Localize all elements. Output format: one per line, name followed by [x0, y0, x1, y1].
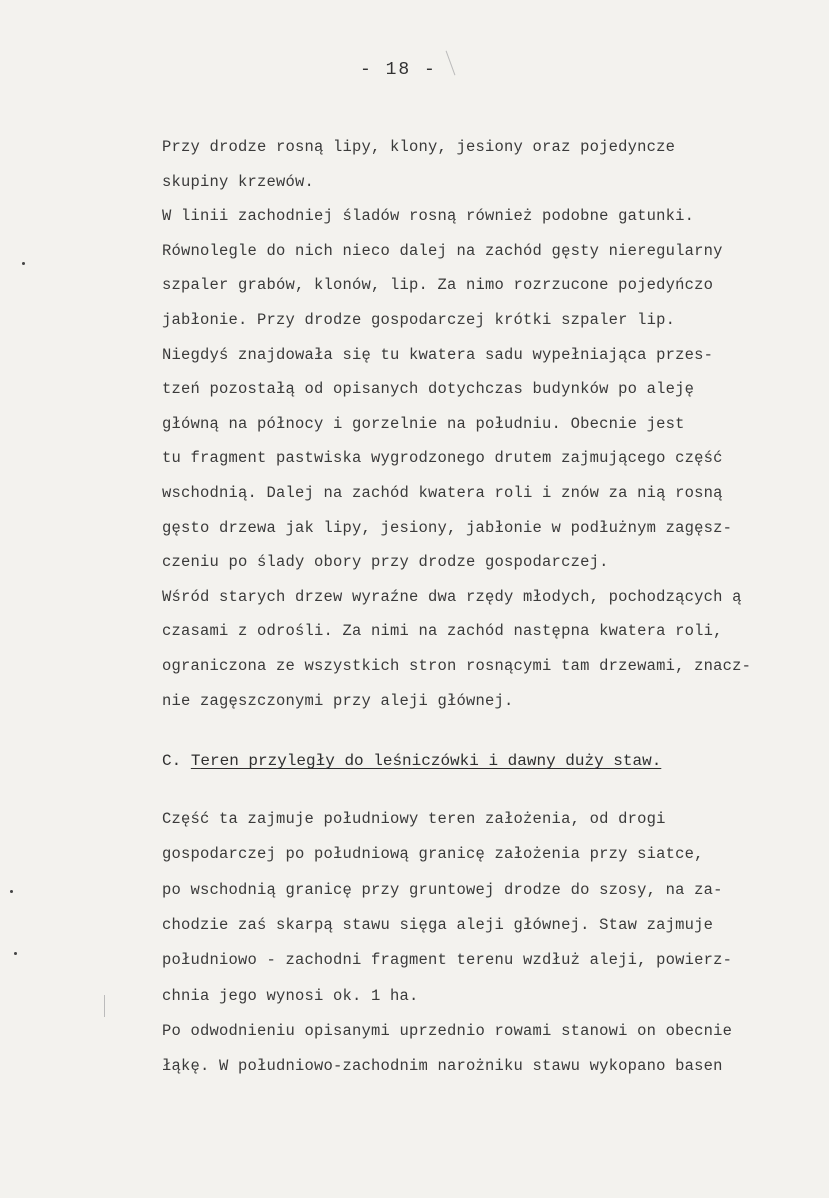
paper-scratch: [446, 51, 456, 76]
text-line: czasami z odrośli. Za nimi na zachód następna kwatera roli,: [162, 622, 723, 641]
text-line: szpaler grabów, klonów, lip. Za nimo rozrzucone pojedyńczo: [162, 276, 714, 295]
section-heading: [162, 752, 661, 770]
text-line: gęsto drzewa jak lipy, jesiony, jabłonie w podłużnym zagęsz-: [162, 518, 733, 537]
text-line: gospodarczej po południową granicę założenia przy siatce,: [162, 845, 704, 864]
page-number: - 18 -: [360, 60, 437, 80]
margin-speck: [10, 890, 13, 893]
text-line: Po odwodnieniu opisanymi uprzednio rowami stanowi on obecnie: [162, 1021, 733, 1040]
text-line: Równolegle do nich nieco dalej na zachód gęsty nieregularny: [162, 241, 723, 260]
section-label: C.: [162, 752, 182, 770]
text-line: Część ta zajmuje południowy teren założenia, od drogi: [162, 810, 666, 828]
text-line: Przy drodze rosną lipy, klony, jesiony oraz pojedyncze: [162, 138, 676, 156]
text-line: jabłonie. Przy drodze gospodarczej krótki szpaler lip.: [162, 311, 676, 329]
text-line: skupiny krzewów.: [162, 172, 315, 191]
text-line: chnia jego wynosi ok. 1 ha.: [162, 986, 419, 1005]
text-line: tu fragment pastwiska wygrodzonego drutem zajmującego część: [162, 449, 723, 468]
text-line: ograniczona ze wszystkich stron rosnącymi tam drzewami, znacz-: [162, 657, 752, 675]
text-line: chodzie zaś skarpą stawu sięga aleji głównej. Staw zajmuje: [162, 915, 714, 934]
text-line: tzeń pozostałą od opisanych dotychczas budynków po aleję: [162, 380, 695, 399]
text-line: po wschodnią granicę przy gruntowej drodze do szosy, na za-: [162, 880, 723, 899]
text-line: nie zagęszczonymi przy aleji głównej.: [162, 691, 514, 710]
margin-speck: [14, 952, 17, 955]
text-line: główną na północy i gorzelnie na południu. Obecnie jest: [162, 414, 685, 433]
text-line: wschodnią. Dalej na zachód kwatera roli i znów za nią rosną: [162, 484, 723, 502]
text-line: czeniu po ślady obory przy drodze gospodarczej.: [162, 553, 609, 572]
section-title: Teren przyległy do leśniczówki i dawny duży staw.: [190, 752, 662, 770]
margin-speck: [22, 262, 25, 265]
paper-scratch: [104, 995, 105, 1017]
text-line: W linii zachodniej śladów rosną również podobne gatunki.: [162, 207, 695, 226]
text-line: łąkę. W południowo-zachodnim narożniku stawu wykopano basen: [162, 1057, 723, 1076]
text-line: Wśród starych drzew wyraźne dwa rzędy młodych, pochodzących ą: [162, 587, 742, 606]
text-line: Niegdyś znajdowała się tu kwatera sadu wypełniająca przes-: [162, 345, 714, 364]
text-line: południowo - zachodni fragment terenu wzdłuż aleji, powierz-: [162, 951, 733, 970]
